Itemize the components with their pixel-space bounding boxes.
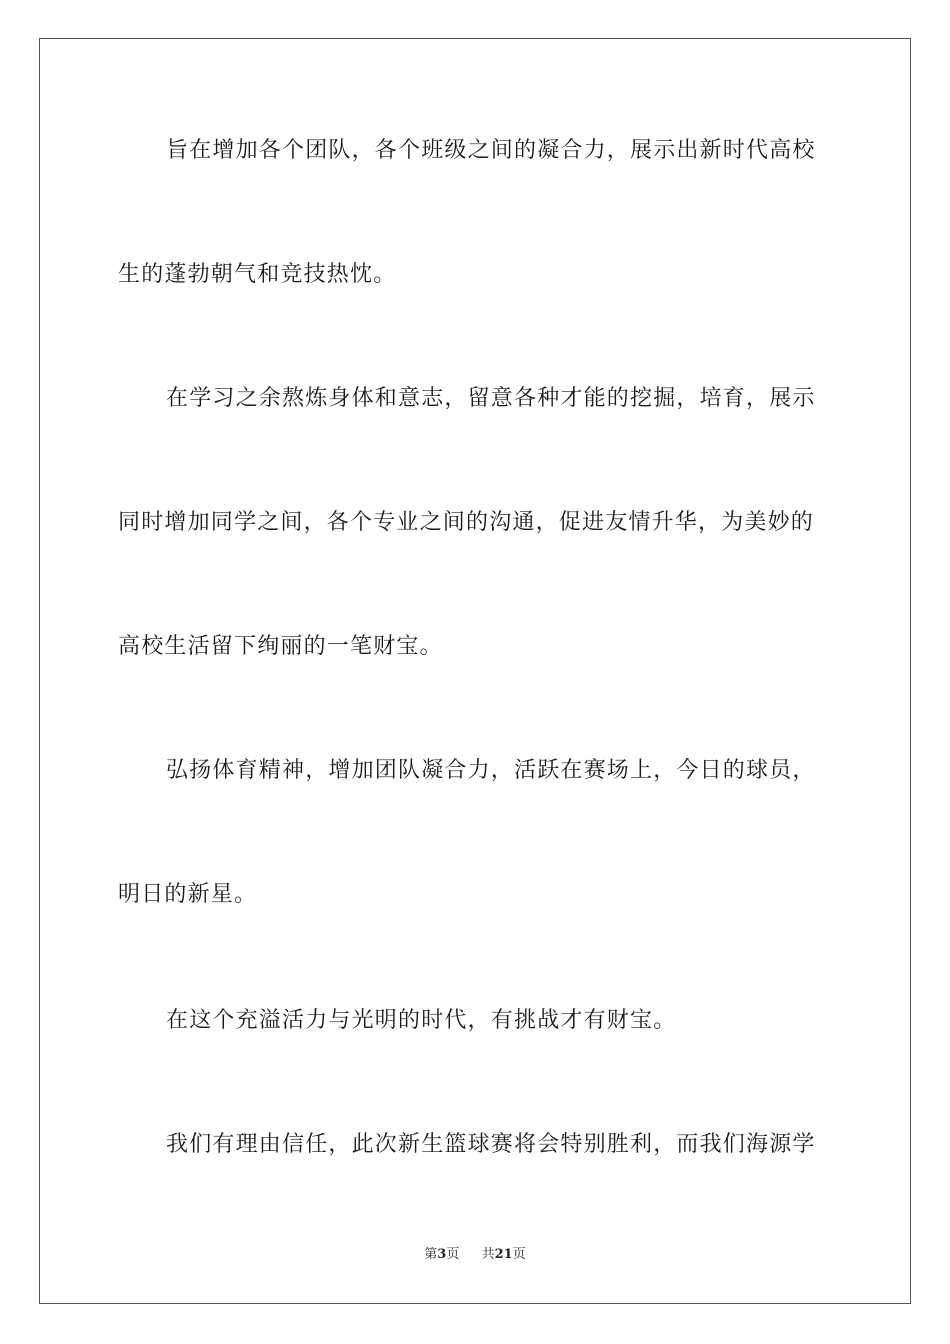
- paragraph-line: 明日的新星。: [118, 882, 258, 907]
- paragraph-line: 高校生活留下绚丽的一笔财宝。: [118, 634, 443, 659]
- page-frame: [39, 38, 911, 1304]
- paragraph-line: 在学习之余熬炼身体和意志，留意各种才能的挖掘，培育，展示: [166, 386, 816, 411]
- page-number: 3: [437, 1247, 447, 1262]
- page-footer: [0, 1246, 950, 1264]
- total-suffix: 页: [512, 1247, 526, 1262]
- page-prefix: 第: [424, 1247, 438, 1262]
- paragraph-line: 旨在增加各个团队，各个班级之间的凝合力，展示出新时代高校: [166, 138, 816, 163]
- total-pages: 21: [494, 1247, 513, 1262]
- paragraph-line: 生的蓬勃朝气和竞技热忱。: [118, 262, 397, 287]
- paragraph-line: 弘扬体育精神，增加团队凝合力，活跃在赛场上，今日的球员，: [166, 758, 816, 783]
- total-prefix: 共: [481, 1247, 495, 1262]
- paragraph-line: 在这个充溢活力与光明的时代，有挑战才有财宝。: [166, 1008, 677, 1033]
- paragraph-line: 同时增加同学之间，各个专业之间的沟通，促进友情升华，为美妙的: [118, 510, 815, 535]
- page-suffix: 页: [446, 1247, 460, 1262]
- paragraph-line: 我们有理由信任，此次新生篮球赛将会特别胜利，而我们海源学: [166, 1132, 816, 1157]
